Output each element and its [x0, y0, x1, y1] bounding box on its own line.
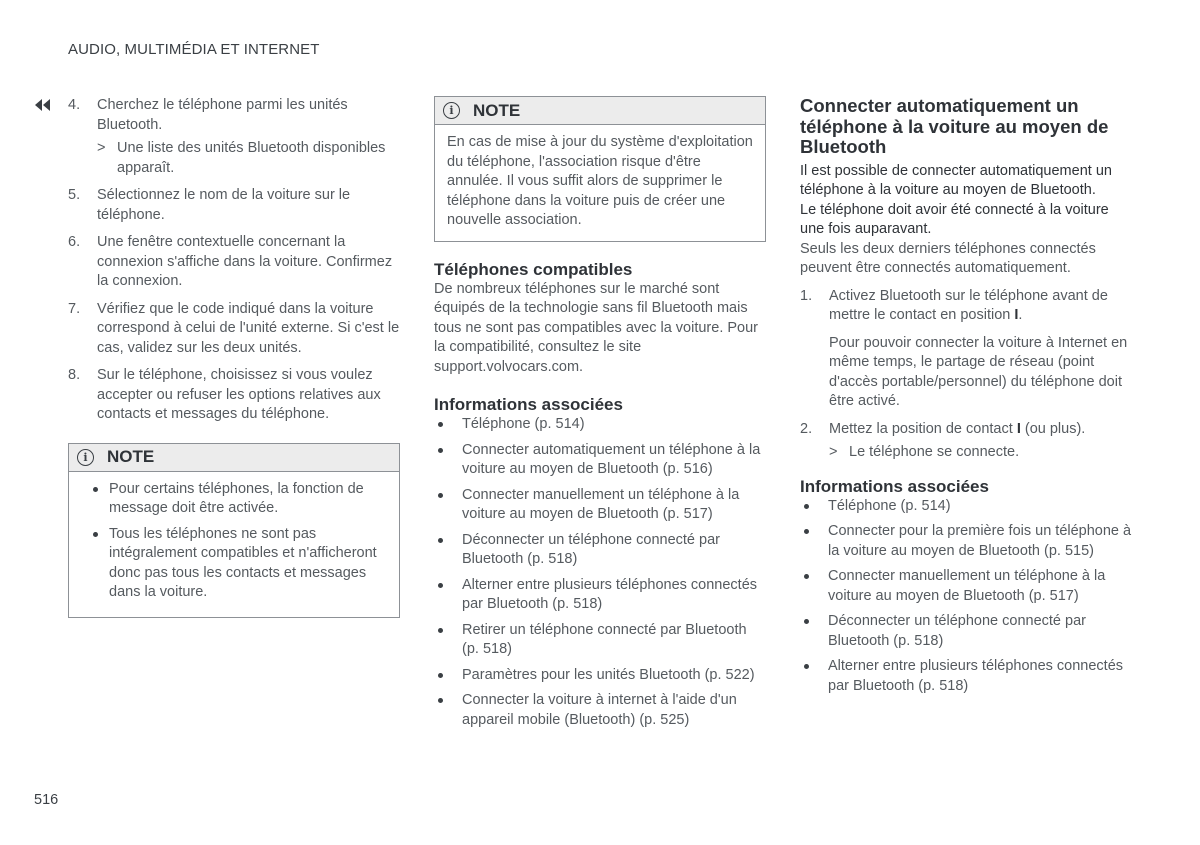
- column-2: [434, 96, 766, 736]
- note-box: [434, 96, 766, 242]
- related-link[interactable]: Connecter manuellement un téléphone à la voiture au moyen de Bluetooth (p. 517): [800, 567, 1132, 606]
- related-info-list: [434, 415, 766, 730]
- requirement-text: Le téléphone doit avoir été connecté à la voiture une fois auparavant.: [800, 201, 1109, 237]
- double-chevron-left-icon[interactable]: [34, 98, 52, 112]
- related-link[interactable]: Paramètres pour les unités Bluetooth (p. 522): [434, 666, 766, 686]
- note-header: [435, 97, 765, 125]
- step-list: [800, 287, 1132, 463]
- related-link[interactable]: Déconnecter un téléphone connecté par Bluetooth (p. 518): [800, 612, 1132, 651]
- note-item: Tous les téléphones ne sont pas intégralement compatibles et n'afficheront donc pas tous les contacts et messages dans la voiture.: [81, 525, 387, 603]
- related-link[interactable]: Retirer un téléphone connecté par Bluetooth (p. 518): [434, 621, 766, 660]
- related-link[interactable]: Connecter pour la première fois un téléphone à la voiture au moyen de Bluetooth (p. 515): [800, 522, 1132, 561]
- step-text: Sur le téléphone, choisissez si vous voulez accepter ou refuser les options relatives aux contacts et messages du téléphone.: [97, 367, 381, 422]
- info-text: Seuls les deux derniers téléphones connectés peuvent être connectés automatiquement.: [800, 240, 1096, 276]
- page-header: AUDIO, MULTIMÉDIA ET INTERNET: [68, 41, 320, 58]
- related-info-heading: Informations associées: [800, 476, 989, 496]
- step-list: [68, 96, 400, 425]
- related-link[interactable]: Déconnecter un téléphone connecté par Bluetooth (p. 518): [434, 531, 766, 570]
- related-link[interactable]: Téléphone (p. 514): [434, 415, 766, 435]
- step-text: Cherchez le téléphone parmi les unités Bluetooth.: [97, 97, 348, 133]
- compatible-phones-text: De nombreux téléphones sur le marché sont équipés de la technologie sans fil Bluetooth mais tous ne sont pas compatibles avec la voiture. Pour la compatibilité, consultez le site support.volvocars.com.: [434, 280, 759, 375]
- info-icon: i: [443, 102, 460, 119]
- step-text: Une fenêtre contextuelle concernant la connexion s'affiche dans la voiture. Confirmez la connexion.: [97, 234, 393, 289]
- related-info-list: [800, 497, 1132, 697]
- step-text: Sélectionnez le nom de la voiture sur le téléphone.: [97, 187, 351, 223]
- note-list: [81, 480, 387, 603]
- intro-text: Il est possible de connecter automatiquement un téléphone à la voiture au moyen de Bluetooth.: [800, 162, 1112, 198]
- info-icon: i: [77, 449, 94, 466]
- step-text: Vérifiez que le code indiqué dans la voiture correspond à celui de l'unité externe. Si c'est le cas, validez sur les deux unités.: [97, 300, 400, 356]
- step-4: 4. Cherchez le téléphone parmi les unités Bluetooth. > Une liste des unités Bluetooth disponibles apparaît.: [68, 96, 400, 178]
- step-6: 6. Une fenêtre contextuelle concernant la connexion s'affiche dans la voiture. Confirmez la connexion.: [68, 233, 400, 292]
- step-result: > Le téléphone se connecte.: [829, 444, 1020, 460]
- related-link[interactable]: Alterner entre plusieurs téléphones connectés par Bluetooth (p. 518): [434, 576, 766, 615]
- related-link[interactable]: Téléphone (p. 514): [800, 497, 1132, 517]
- related-info-heading: Informations associées: [434, 395, 623, 414]
- step-result: > Une liste des unités Bluetooth disponibles apparaît.: [97, 140, 386, 176]
- section-title: Connecter automatiquement un téléphone à la voiture au moyen de Bluetooth: [800, 95, 1109, 157]
- page-number: 516: [34, 792, 59, 808]
- step-para: Pour pouvoir connecter la voiture à Internet en même temps, le partage de réseau (point d'accès portable/personnel) du téléphone doit être activé.: [829, 334, 1128, 409]
- related-link[interactable]: Connecter la voiture à internet à l'aide d'un appareil mobile (Bluetooth) (p. 525): [434, 691, 766, 730]
- note-text: En cas de mise à jour du système d'exploitation du téléphone, l'association risque d'être annulée. Il vous suffit alors de supprimer le téléphone dans la voiture puis de créer une nouvelle association.: [447, 134, 753, 228]
- note-title: NOTE: [473, 100, 521, 120]
- note-item: Pour certains téléphones, la fonction de message doit être activée.: [81, 480, 387, 519]
- step-2: 2. Mettez la position de contact I (ou plus). > Le téléphone se connecte.: [800, 420, 1132, 463]
- step-7: 7. Vérifiez que le code indiqué dans la voiture correspond à celui de l'unité externe. Si c'est le cas, validez sur les deux unités.: [68, 300, 400, 359]
- step-text: Mettez la position de contact I (ou plus).: [829, 420, 1086, 437]
- step-5: 5. Sélectionnez le nom de la voiture sur le téléphone.: [68, 186, 400, 225]
- column-3: [800, 96, 1132, 702]
- column-1: [68, 96, 400, 618]
- note-box: [68, 443, 400, 618]
- step-8: 8. Sur le téléphone, choisissez si vous voulez accepter ou refuser les options relatives aux contacts et messages du téléphone.: [68, 366, 400, 425]
- related-link[interactable]: Connecter automatiquement un téléphone à la voiture au moyen de Bluetooth (p. 516): [434, 441, 766, 480]
- related-link[interactable]: Connecter manuellement un téléphone à la voiture au moyen de Bluetooth (p. 517): [434, 486, 766, 525]
- related-link[interactable]: Alterner entre plusieurs téléphones connectés par Bluetooth (p. 518): [800, 657, 1132, 696]
- step-text: Activez Bluetooth sur le téléphone avant de mettre le contact en position I.: [829, 287, 1108, 323]
- step-1: 1. Activez Bluetooth sur le téléphone avant de mettre le contact en position I. Pour pouvoir connecter la voiture à Internet en même temps, le partage de réseau (point d'accès portable/personnel) du téléphone doit être activé.: [800, 287, 1132, 412]
- compatible-phones-heading: Téléphones compatibles: [434, 259, 633, 279]
- note-title: NOTE: [107, 447, 155, 467]
- note-header: [69, 444, 399, 472]
